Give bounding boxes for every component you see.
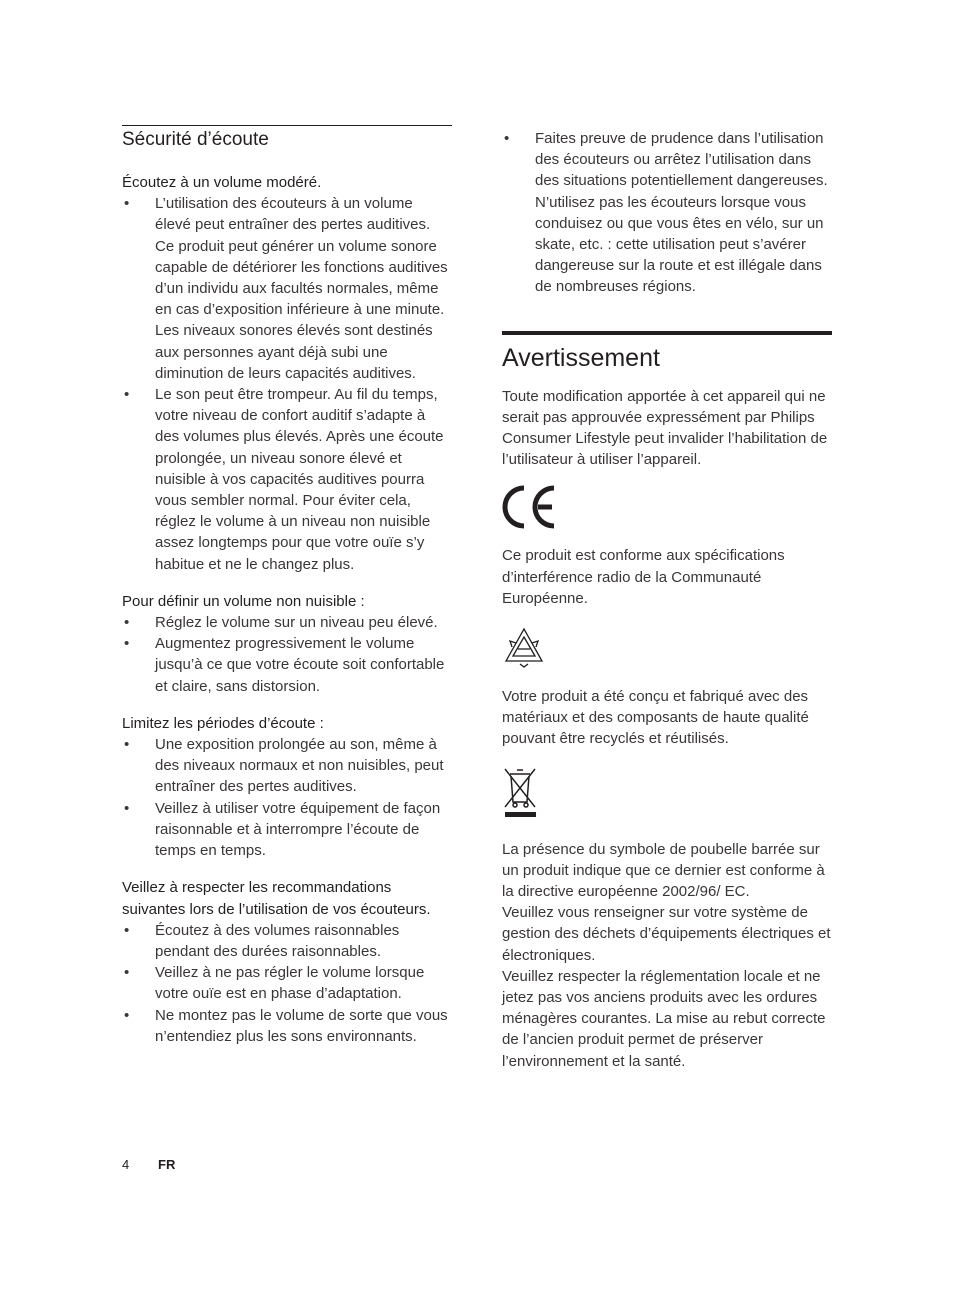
subsection-heading-safe-volume: Pour définir un volume non nuisible : xyxy=(122,592,365,610)
bullet-list-moderate-volume xyxy=(122,193,452,575)
list-item: • Veillez à ne pas régler le volume lorsque votre ouïe est en phase d’adaptation. xyxy=(124,964,425,1003)
page-number: 4 xyxy=(122,1157,130,1172)
bullet-list-listening-periods xyxy=(122,734,452,861)
subsection-heading-recommendations: Veillez à respecter les recommandations suivantes lors de l’utilisation de vos écouteurs. xyxy=(122,879,431,918)
list-item: • L’utilisation des écouteurs à un volume élevé peut entraîner des pertes auditives. Ce produit peut générer un volume sonore capable de détériorer les fonctions auditives d’un individu aux facultés normales, même en cas d’exposition inférieure à une minute. Les niveaux sonores élevés sont destinés aux personnes ayant déjà subi une diminution de leurs capacités auditives. xyxy=(124,195,448,382)
subsection-heading-moderate-volume: Écoutez à un volume modéré. xyxy=(122,174,322,191)
list-item: • Le son peut être trompeur. Au fil du temps, votre niveau de confort auditif s’adapte à des volumes plus élevés. Après une écoute prolongée, un niveau sonore élevé et nuisible à vos capacités auditives pourra vous sembler normal. Pour éviter cela, réglez le volume à un niveau non nuisible assez longtemps pour que votre ouïe s’y habitue et ne le changez plus. xyxy=(124,386,444,573)
bullet-list-safe-volume xyxy=(122,612,452,697)
list-item: • Une exposition prolongée au son, même à des niveaux normaux et non nuisibles, peut entraîner des pertes auditives. xyxy=(124,736,444,796)
subsection-heading-listening-periods: Limitez les périodes d’écoute : xyxy=(122,714,324,732)
ce-mark-icon xyxy=(502,484,832,535)
section-title-listening-safety: Sécurité d’écoute xyxy=(122,129,269,150)
list-item: • Veillez à utiliser votre équipement de façon raisonnable et à interrompre l’écoute de temps en temps. xyxy=(124,799,441,860)
bullet-list-recommendations xyxy=(122,920,452,1047)
section-rule xyxy=(122,125,452,126)
language-code: FR xyxy=(158,1157,176,1172)
list-item: • Écoutez à des volumes raisonnables pendant des durées raisonnables. xyxy=(124,921,400,960)
bullet-list-caution xyxy=(502,128,832,298)
left-column xyxy=(122,125,452,1047)
list-item: • Réglez le volume sur un niveau peu élevé. xyxy=(124,614,438,632)
weee-paragraph-2: Veuillez vous renseigner sur votre système de gestion des déchets d’équipements électriques et électroniques. xyxy=(502,904,831,964)
list-item: • Augmentez progressivement le volume jusqu’à ce que votre écoute soit confortable et claire, sans distorsion. xyxy=(124,635,445,695)
ce-paragraph: Ce produit est conforme aux spécifications d’interférence radio de la Communauté Européenne. xyxy=(502,547,785,607)
section-title-warning: Avertissement xyxy=(502,343,660,372)
crossed-bin-icon xyxy=(502,766,832,827)
warning-paragraph: Toute modification apportée à cet appareil qui ne serait pas approuvée expressément par Philips Consumer Lifestyle peut invalider l’habilitation de l’utilisateur à utiliser l’appareil. xyxy=(502,387,828,469)
right-column xyxy=(502,128,832,1072)
recycle-icon xyxy=(502,625,832,674)
weee-paragraph-3: Veuillez respecter la réglementation locale et ne jetez pas vos anciens produits avec les ordures ménagères courantes. La mise au rebut correcte de l’ancien produit permet de préserver l’environnement et la santé. xyxy=(502,967,826,1070)
weee-paragraph-1: La présence du symbole de poubelle barrée sur un produit indique que ce dernier est conforme à la directive européenne 2002/96/ EC. xyxy=(502,840,825,901)
list-item: • Faites preuve de prudence dans l’utilisation des écouteurs ou arrêtez l’utilisation dans des situations potentiellement dangereuses. N’utilisez pas les écouteurs lorsque vous conduisez ou que vous êtes en vélo, sur un skate, etc. : cette utilisation peut s’avérer dangereuse sur la route et est illégale dans de nombreuses régions. xyxy=(504,130,828,296)
list-item: • Ne montez pas le volume de sorte que vous n’entendiez plus les sons environnants. xyxy=(124,1006,448,1045)
section-rule xyxy=(502,331,832,335)
recycle-paragraph: Votre produit a été conçu et fabriqué avec des matériaux et des composants de haute qualité pouvant être recyclés et réutilisés. xyxy=(502,688,809,748)
